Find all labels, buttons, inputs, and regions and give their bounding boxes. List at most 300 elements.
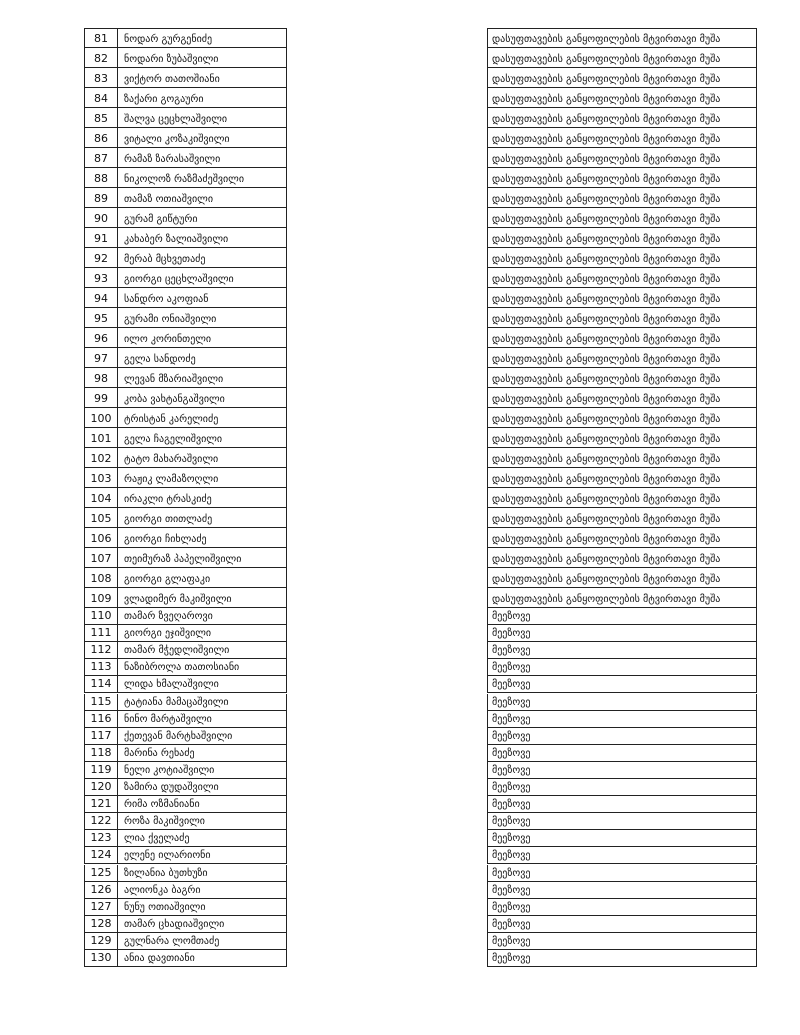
employee-name [118, 508, 287, 528]
job-title [487, 642, 757, 659]
job-title-text: მეეზოვე [492, 799, 531, 811]
row-number [84, 168, 118, 188]
job-title-text: მეეზოვე [492, 662, 531, 674]
row-number-text: 120 [90, 780, 112, 794]
table-row [0, 268, 800, 288]
table-row [0, 408, 800, 428]
employee-name [118, 950, 287, 967]
job-title-text: მეეზოვე [492, 713, 531, 725]
table-row [0, 568, 800, 588]
employee-name-text: გიორგი გლაფაკი [124, 574, 211, 585]
employee-name [118, 308, 287, 328]
job-title [487, 847, 757, 864]
row-number [84, 528, 118, 548]
employee-name-text: გულნარა ლომთაძე [124, 935, 220, 947]
row-number-text: 95 [94, 312, 108, 325]
employee-name-text: ვლადიმერ მაკიშვილი [124, 594, 232, 605]
job-title-text: მეეზოვე [492, 696, 531, 708]
table-row [0, 950, 800, 967]
employee-name [118, 228, 287, 248]
employee-name [118, 148, 287, 168]
row-number [84, 448, 118, 468]
row-number [84, 608, 118, 625]
job-title-text: დასუფთავების განყოფილების მტვირთავი მუშა [492, 334, 721, 345]
table-row [0, 625, 800, 642]
row-number-text: 99 [94, 392, 108, 405]
row-number [84, 248, 118, 268]
employee-name-text: ელენე ილარიონი [124, 850, 211, 862]
employee-name [118, 762, 287, 779]
employee-name [118, 48, 287, 68]
row-number [84, 508, 118, 528]
row-number-text: 93 [94, 272, 108, 285]
job-title-text: დასუფთავების განყოფილების მტვირთავი მუშა [492, 574, 721, 585]
row-number [84, 308, 118, 328]
row-number [84, 208, 118, 228]
job-title [487, 508, 757, 528]
employee-name [118, 328, 287, 348]
job-title-text: მეეზოვე [492, 901, 531, 913]
employee-name-text: კახაბერ ზალიაშვილი [124, 234, 229, 245]
row-number-text: 110 [90, 609, 112, 623]
job-title-text: დასუფთავების განყოფილების მტვირთავი მუშა [492, 354, 721, 365]
job-title [487, 188, 757, 208]
job-title-text: დასუფთავების განყოფილების მტვირთავი მუშა [492, 254, 721, 265]
job-title [487, 933, 757, 950]
job-title [487, 308, 757, 328]
employee-name-text: ტრისტან კარელიძე [124, 414, 219, 425]
employee-name-text: გიორგი ეჯიშვილი [124, 628, 212, 640]
job-title-text: მეეზოვე [492, 611, 531, 623]
employee-name [118, 916, 287, 933]
employee-name [118, 428, 287, 448]
row-number-text: 109 [90, 592, 112, 605]
table-row [0, 745, 800, 762]
row-number [84, 711, 118, 728]
job-title [487, 388, 757, 408]
row-number [84, 108, 118, 128]
job-title [487, 68, 757, 88]
row-number [84, 882, 118, 899]
table-row [0, 676, 800, 693]
row-number-text: 117 [90, 728, 112, 742]
employee-name [118, 248, 287, 268]
job-title [487, 88, 757, 108]
employee-name-text: გურამ გიწტური [124, 214, 198, 225]
job-title-text: დასუფთავების განყოფილების მტვირთავი მუშა [492, 134, 721, 145]
employee-name-text: ნოდარ გურგენიძე [124, 34, 213, 45]
job-title-text: დასუფთავების განყოფილების მტვირთავი მუშა [492, 454, 721, 465]
job-title [487, 428, 757, 448]
job-title-text: მეეზოვე [492, 764, 531, 776]
job-title [487, 328, 757, 348]
employee-name [118, 796, 287, 813]
employee-name-text: სანდრო აკოფიან [124, 294, 209, 305]
job-title-text: დასუფთავების განყოფილების მტვირთავი მუშა [492, 374, 721, 385]
employee-name-text: როზა მაკიშვილი [124, 816, 205, 828]
job-title-text: დასუფთავების განყოფილების მტვირთავი მუშა [492, 494, 721, 505]
row-number-text: 88 [94, 172, 108, 185]
table-row [0, 608, 800, 625]
job-title [487, 288, 757, 308]
row-number [84, 228, 118, 248]
employee-name [118, 368, 287, 388]
employee-name [118, 88, 287, 108]
job-title [487, 488, 757, 508]
row-number-text: 123 [90, 831, 112, 845]
row-number-text: 103 [90, 472, 112, 485]
employee-name-text: ტატიანა მამაცაშვილი [124, 696, 229, 708]
row-number [84, 328, 118, 348]
row-number-text: 119 [90, 762, 112, 776]
job-title [487, 48, 757, 68]
job-title [487, 830, 757, 847]
job-title [487, 408, 757, 428]
employee-name-text: რაჟიკ ლამაზოღლი [124, 474, 219, 485]
employee-name [118, 933, 287, 950]
job-title-text: მეეზოვე [492, 747, 531, 759]
job-title [487, 548, 757, 568]
table-row [0, 642, 800, 659]
employee-name [118, 676, 287, 693]
table-row [0, 288, 800, 308]
job-title-text: დასუფთავების განყოფილების მტვირთავი მუშა [492, 534, 721, 545]
table-row [0, 328, 800, 348]
job-title [487, 779, 757, 796]
row-number [84, 865, 118, 882]
row-number-text: 107 [90, 552, 112, 565]
employee-name [118, 568, 287, 588]
job-title [487, 728, 757, 745]
row-number-text: 125 [90, 865, 112, 879]
row-number [84, 779, 118, 796]
row-number-text: 128 [90, 916, 112, 930]
table-row [0, 88, 800, 108]
row-number-text: 96 [94, 332, 108, 345]
employee-name [118, 28, 287, 48]
row-number-text: 89 [94, 192, 108, 205]
job-title-text: დასუფთავების განყოფილების მტვირთავი მუშა [492, 294, 721, 305]
row-number-text: 104 [90, 492, 112, 505]
job-title [487, 528, 757, 548]
row-number-text: 81 [94, 32, 108, 45]
employee-name [118, 899, 287, 916]
employee-name [118, 548, 287, 568]
table-row [0, 208, 800, 228]
job-title [487, 659, 757, 676]
employee-name-text: ლევან მზარიაშვილი [124, 374, 224, 385]
table-row [0, 188, 800, 208]
job-title [487, 694, 757, 711]
table-row [0, 448, 800, 468]
employee-name [118, 882, 287, 899]
job-title-text: დასუფთავების განყოფილების მტვირთავი მუშა [492, 314, 721, 325]
row-number [84, 745, 118, 762]
employee-name [118, 448, 287, 468]
table-row [0, 548, 800, 568]
table-row [0, 108, 800, 128]
employee-name-text: თეიმურაზ პაპელიშვილი [124, 554, 242, 565]
job-title [487, 711, 757, 728]
row-number [84, 796, 118, 813]
row-number-text: 86 [94, 132, 108, 145]
job-title [487, 448, 757, 468]
job-title [487, 588, 757, 608]
row-number [84, 676, 118, 693]
job-title [487, 762, 757, 779]
table-row [0, 428, 800, 448]
job-title-text: მეეზოვე [492, 645, 531, 657]
row-number-text: 114 [90, 677, 112, 691]
job-title [487, 248, 757, 268]
job-title-text: მეეზოვე [492, 833, 531, 845]
job-title-text: დასუფთავების განყოფილების მტვირთავი მუშა [492, 554, 721, 565]
table-row [0, 588, 800, 608]
employee-name-text: გიორგი თითლაძე [124, 514, 213, 525]
table-row [0, 308, 800, 328]
job-title-text: დასუფთავების განყოფილების მტვირთავი მუშა [492, 274, 721, 285]
table-row [0, 368, 800, 388]
row-number-text: 113 [90, 660, 112, 674]
row-number [84, 148, 118, 168]
row-number-text: 100 [90, 412, 112, 425]
row-number-text: 118 [90, 745, 112, 759]
row-number [84, 659, 118, 676]
employee-name-text: გიორგი ჩიხლაძე [124, 534, 207, 545]
employee-name-text: თამარ ცხადიაშვილი [124, 918, 225, 930]
table-row [0, 488, 800, 508]
row-number-text: 94 [94, 292, 108, 305]
employee-name [118, 642, 287, 659]
row-number-text: 124 [90, 848, 112, 862]
employee-name-text: ირაკლი ტრასკიძე [124, 494, 212, 505]
employee-name [118, 268, 287, 288]
job-title [487, 813, 757, 830]
table-row [0, 388, 800, 408]
row-number-text: 106 [90, 532, 112, 545]
job-title [487, 796, 757, 813]
table-row [0, 348, 800, 368]
row-number [84, 88, 118, 108]
row-number-text: 127 [90, 899, 112, 913]
row-number-text: 87 [94, 152, 108, 165]
job-title-text: მეეზოვე [492, 628, 531, 640]
row-number [84, 468, 118, 488]
job-title [487, 608, 757, 625]
employee-name [118, 847, 287, 864]
row-number-text: 85 [94, 112, 108, 125]
employee-name [118, 588, 287, 608]
table-row [0, 148, 800, 168]
row-number [84, 288, 118, 308]
job-title-text: დასუფთავების განყოფილების მტვირთავი მუშა [492, 34, 721, 45]
employee-name-text: ზამირა დუდაშვილი [124, 782, 219, 794]
employee-name [118, 208, 287, 228]
job-title-text: დასუფთავების განყოფილების მტვირთავი მუშა [492, 194, 721, 205]
employee-name-text: ლიდა ხმალაშვილი [124, 679, 219, 691]
job-title [487, 348, 757, 368]
table-row [0, 779, 800, 796]
job-title [487, 625, 757, 642]
employee-name [118, 68, 287, 88]
job-title [487, 745, 757, 762]
job-title-text: მეეზოვე [492, 782, 531, 794]
job-title-text: დასუფთავების განყოფილების მტვირთავი მუშა [492, 154, 721, 165]
employee-name [118, 128, 287, 148]
employee-name-text: თამარ მჭედლიშვილი [124, 645, 230, 657]
job-title-text: მეეზოვე [492, 918, 531, 930]
table-row [0, 68, 800, 88]
row-number [84, 899, 118, 916]
table-row [0, 796, 800, 813]
job-title [487, 228, 757, 248]
employee-name [118, 779, 287, 796]
employee-name [118, 168, 287, 188]
row-number [84, 348, 118, 368]
row-number [84, 368, 118, 388]
table-row [0, 847, 800, 864]
job-title-text: მეეზოვე [492, 935, 531, 947]
table-row [0, 933, 800, 950]
job-title [487, 368, 757, 388]
row-number [84, 408, 118, 428]
employee-name-text: ქეთევან მარტხაშვილი [124, 730, 233, 742]
employee-name-text: ილო კორინთელი [124, 334, 212, 345]
employee-name-text: რამაზ ზარასაშვილი [124, 154, 221, 165]
table-row [0, 762, 800, 779]
employee-name-text: მარინა რეხაძე [124, 747, 195, 759]
employee-name-text: ნიკოლოზ რაზმაძეშვილი [124, 174, 244, 185]
row-number [84, 268, 118, 288]
table-row [0, 468, 800, 488]
employee-name [118, 608, 287, 625]
job-title-text: მეეზოვე [492, 953, 531, 965]
employee-name [118, 728, 287, 745]
row-number [84, 728, 118, 745]
row-number-text: 98 [94, 372, 108, 385]
row-number [84, 128, 118, 148]
employee-name-text: ვიქტორ თათოშიანი [124, 74, 220, 85]
job-title-text: მეეზოვე [492, 730, 531, 742]
table-row [0, 899, 800, 916]
row-number-text: 83 [94, 72, 108, 85]
employee-name-text: თამაზ ოთიაშვილი [124, 194, 213, 205]
row-number-text: 90 [94, 212, 108, 225]
job-title-text: დასუფთავების განყოფილების მტვირთავი მუშა [492, 94, 721, 105]
row-number [84, 762, 118, 779]
row-number-text: 115 [90, 694, 112, 708]
table-row [0, 528, 800, 548]
row-number [84, 694, 118, 711]
row-number [84, 916, 118, 933]
table-row [0, 508, 800, 528]
table-row [0, 28, 800, 48]
employee-name [118, 711, 287, 728]
row-number [84, 813, 118, 830]
employee-name [118, 408, 287, 428]
row-number-text: 101 [90, 432, 112, 445]
employee-name [118, 830, 287, 847]
job-title-text: დასუფთავების განყოფილების მტვირთავი მუშა [492, 74, 721, 85]
row-number-text: 97 [94, 352, 108, 365]
employee-name-text: ლია ქველაძე [124, 833, 190, 845]
table-row [0, 830, 800, 847]
employee-name-text: გურამი ონიაშვილი [124, 314, 217, 325]
job-title [487, 916, 757, 933]
job-title [487, 168, 757, 188]
row-number-text: 91 [94, 232, 108, 245]
row-number [84, 625, 118, 642]
job-title-text: დასუფთავების განყოფილების მტვირთავი მუშა [492, 394, 721, 405]
job-title-text: დასუფთავების განყოფილების მტვირთავი მუშა [492, 234, 721, 245]
employee-name-text: კობა ვახტანგაშვილი [124, 394, 225, 405]
row-number [84, 830, 118, 847]
employee-name [118, 659, 287, 676]
table-row [0, 865, 800, 882]
employee-name [118, 813, 287, 830]
employee-name-text: ნუნუ ოთიაშვილი [124, 901, 206, 913]
employee-name-text: ნელი კოტიაშვილი [124, 764, 215, 776]
job-title [487, 128, 757, 148]
table-row [0, 659, 800, 676]
job-title-text: დასუფთავების განყოფილების მტვირთავი მუშა [492, 434, 721, 445]
row-number [84, 568, 118, 588]
employee-name [118, 388, 287, 408]
row-number-text: 121 [90, 797, 112, 811]
employee-name-text: ზილანია ბუთხუზი [124, 867, 208, 879]
row-number [84, 488, 118, 508]
job-title-text: დასუფთავების განყოფილების მტვირთავი მუშა [492, 174, 721, 185]
table-row [0, 48, 800, 68]
job-title-text: დასუფთავების განყოფილების მტვირთავი მუშა [492, 214, 721, 225]
table-row [0, 711, 800, 728]
job-title-text: დასუფთავების განყოფილების მტვირთავი მუშა [492, 594, 721, 605]
job-title-text: მეეზოვე [492, 850, 531, 862]
job-title [487, 148, 757, 168]
job-title [487, 676, 757, 693]
job-title-text: მეეზოვე [492, 884, 531, 896]
employee-name [118, 694, 287, 711]
row-number-text: 130 [90, 951, 112, 965]
employee-name [118, 188, 287, 208]
row-number [84, 548, 118, 568]
job-title [487, 268, 757, 288]
row-number-text: 82 [94, 52, 108, 65]
table-row [0, 168, 800, 188]
row-number-text: 116 [90, 711, 112, 725]
row-number-text: 129 [90, 933, 112, 947]
row-number-text: 84 [94, 92, 108, 105]
row-number-text: 112 [90, 643, 112, 657]
employee-name-text: გელა სანდოძე [124, 354, 196, 365]
job-title-text: დასუფთავების განყოფილების მტვირთავი მუშა [492, 54, 721, 65]
job-title [487, 468, 757, 488]
employee-name-text: ანია დავთიანი [124, 953, 195, 965]
row-number-text: 108 [90, 572, 112, 585]
employee-name-text: შალვა ცეცხლაშვილი [124, 114, 228, 125]
employee-name [118, 468, 287, 488]
table-row [0, 813, 800, 830]
row-number-text: 105 [90, 512, 112, 525]
table-row [0, 128, 800, 148]
row-number [84, 28, 118, 48]
employee-name-text: ვიტალი კოზაკიშვილი [124, 134, 230, 145]
row-number [84, 68, 118, 88]
row-number-text: 122 [90, 814, 112, 828]
row-number-text: 102 [90, 452, 112, 465]
employee-name [118, 108, 287, 128]
employee-name [118, 288, 287, 308]
